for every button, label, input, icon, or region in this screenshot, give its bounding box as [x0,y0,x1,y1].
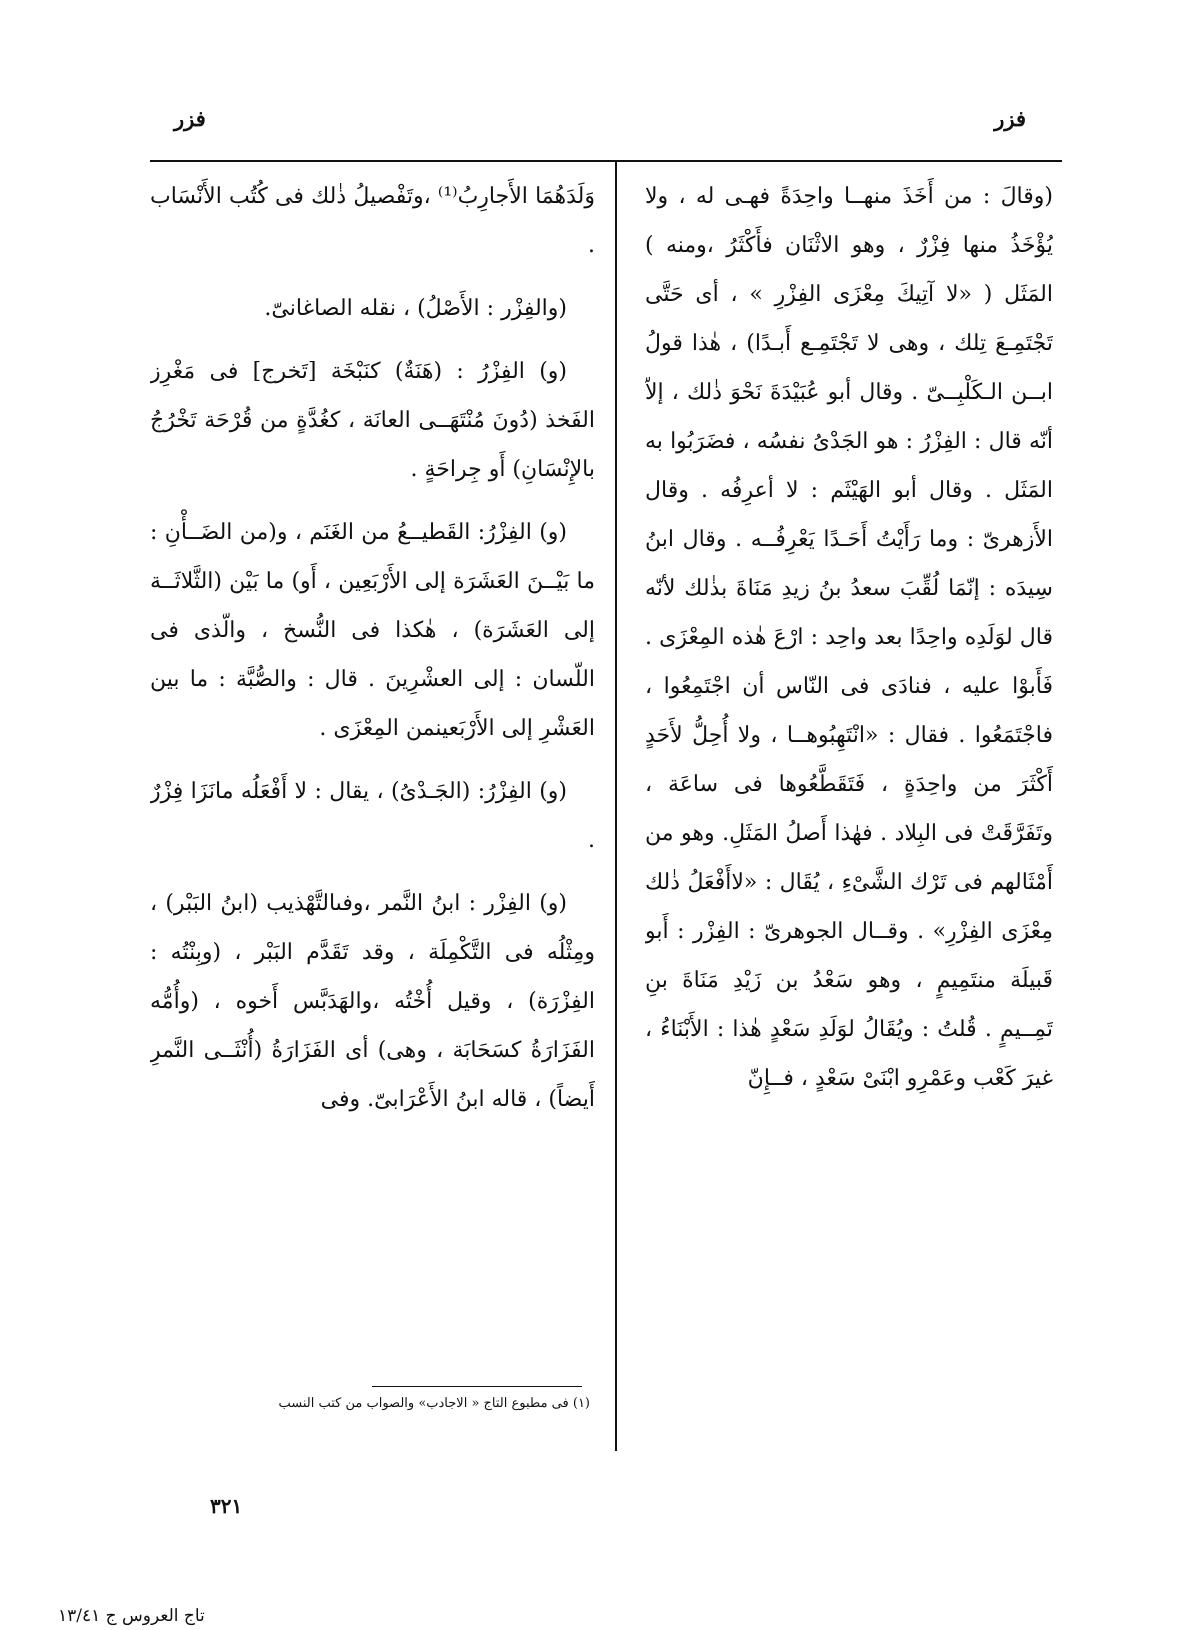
column-divider [615,161,617,1451]
page-number: ٣٢١ [210,1494,243,1518]
footnote: (١) فى مطبوع التاج « الاجادب» والصواب من كتب النسب [278,1396,590,1411]
left-paragraph-2: (والفِزْر : الأَصْلُ) ، نقله الصاغانىّ. [264,296,567,321]
right-paragraph: (وقالَ : من أَخَذَ منهــا واحِدَةً فهـى له ، ولا يُؤْخَذُ منها فِزْرٌ ، وهو الاثْنَان فأَكْثَرُ ،ومنه ) المَثَل ( «لا آتِيكَ مِعْزَى الفِزْرِ » ، أى حَتَّى تَجْتَمِـعَ تِلك ، وهى لا تَجْتَمِـع أَبـدًا) ، هٰذا قولُ ابــن الـكَلْبِــىّ . وقال أبو عُبَيْدَةَ نَحْوَ ذٰلك ، إلاّ أنّه قال : الفِزْرُ : هو الجَدْىُ نفسُه ، فضَرَبُوا به المَثَل . وقال أبو الهَيْثَم : لا أعرِفُه . وقال الأَزهرىّ : وما رَأَيْتُ أَحَـدًا يَعْرِفُــه . وقال ابنُ سِيدَه : إنّمَا لُقِّبَ سعدُ بنُ زيدِ مَنَاةَ بذٰلك لأنّه قال لوَلَدِه واحِدًا بعد واحِد : ارْعَ هٰذه المِعْزَى . فَأَبوْا عليه ، فنادَى فى النّاس أن اجْتَمِعُوا ، فاجْتَمَعُوا . فقال : «انْتَهِبُوهــا ، ولا أُحِلُّ لأَحَدٍ أَكْثَرَ من واحِدَةٍ ، فَتَقَطَّعُوها فى ساعَة ، وتَفَرَّقَتْ فى البِلاد . فهٰذا أَصلُ المَثَلِ. وهو من أَمْثَالهم فى تَرْك الشَّىْءِ ، يُقَال : «لاأَفْعَلُ ذٰلك مِعْزَى الفِزْرِ» . وقــال الجوهرىّ : الفِزْر : أَبو قَبيلَة منتَمِيمٍ ، وهو سَعْدُ بن زَيْدِ مَنَاةَ بنِ تَمِــيمٍ . قُلتُ : ويُقَالُ لوَلَدِ سَعْدٍ هٰذا : الأَبْنَاءُ ، غيرَ كَعْب وعَمْرِو ابْنَىْ سَعْدٍ ، فــإِنّ [645,184,1053,1091]
volume-signature: تاج العروس ج ١٣/٤١ [58,1606,205,1626]
left-column [150,172,595,1362]
left-paragraph-1: وَلَدَهُمَا الأَجارِبُ⁽¹⁾ ،وتَفْصيلُ ذٰلك فى كُتُب الأَنْسَاب . [150,184,595,258]
left-paragraph-4: (و) الفِزْرُ: القَطيــعُ من الغَنَم ، و(من الضَــأْنِ : ما بَيْــنَ العَشَرَة إلى الأَرْبَعِين ، أَو) ما بَيْن (الثَّلاثَــة إلى العَشَرَة) ، هٰكذا فى النُّسخ ، والّذى فى اللّسان : إلى العشْرِينَ . قال : والصُّبَّة : ما بين العَشْرِ إلى الأَرْبَعينمن المِعْزَى . [150,520,595,741]
left-paragraph-3: (و) الفِزْرُ : (هَنَةٌ) كنَبْخَة [تَخرج] فى مَغْرِز الفَخذ (دُونَ مُنْتَهَــى العانَة ، كغُدَّةٍ من قُرْحَة تَخْرُجُ بالإِنْسَانِ) أَو جِراحَةٍ . [150,359,595,482]
right-column [645,172,1053,1457]
running-head-right: فزر [994,106,1026,131]
left-paragraph-5: (و) الفِزْرُ: (الجَـدْىُ) ، يقال : لا أَفْعَلُه مانَزَا فِزْرٌ . [150,779,595,853]
left-paragraph-6: (و) الفِزْر : ابنُ النَّمر ،وفىالتَّهْذيب (ابنُ البَبْر) ، ومِثْلُه فى التَّكْمِلَة ، وقد تَقَدَّم البَبْر ، (وبِنْتُه : الفِزْرَة) ، وقيل أُخْتُه ،والهَدَبَّس أَخوه ، (وأُمُّه الفَزَارَةُ كسَحَابَة ، وهى) أى الفَزَارَةُ (أُنْثَــى النَّمرِ أَيضاً) ، قاله ابنُ الأَعْرَابىّ. وفى [150,891,595,1112]
header-rule [150,160,1062,162]
running-head-left: فزر [174,106,206,131]
footnote-rule [372,1386,582,1387]
